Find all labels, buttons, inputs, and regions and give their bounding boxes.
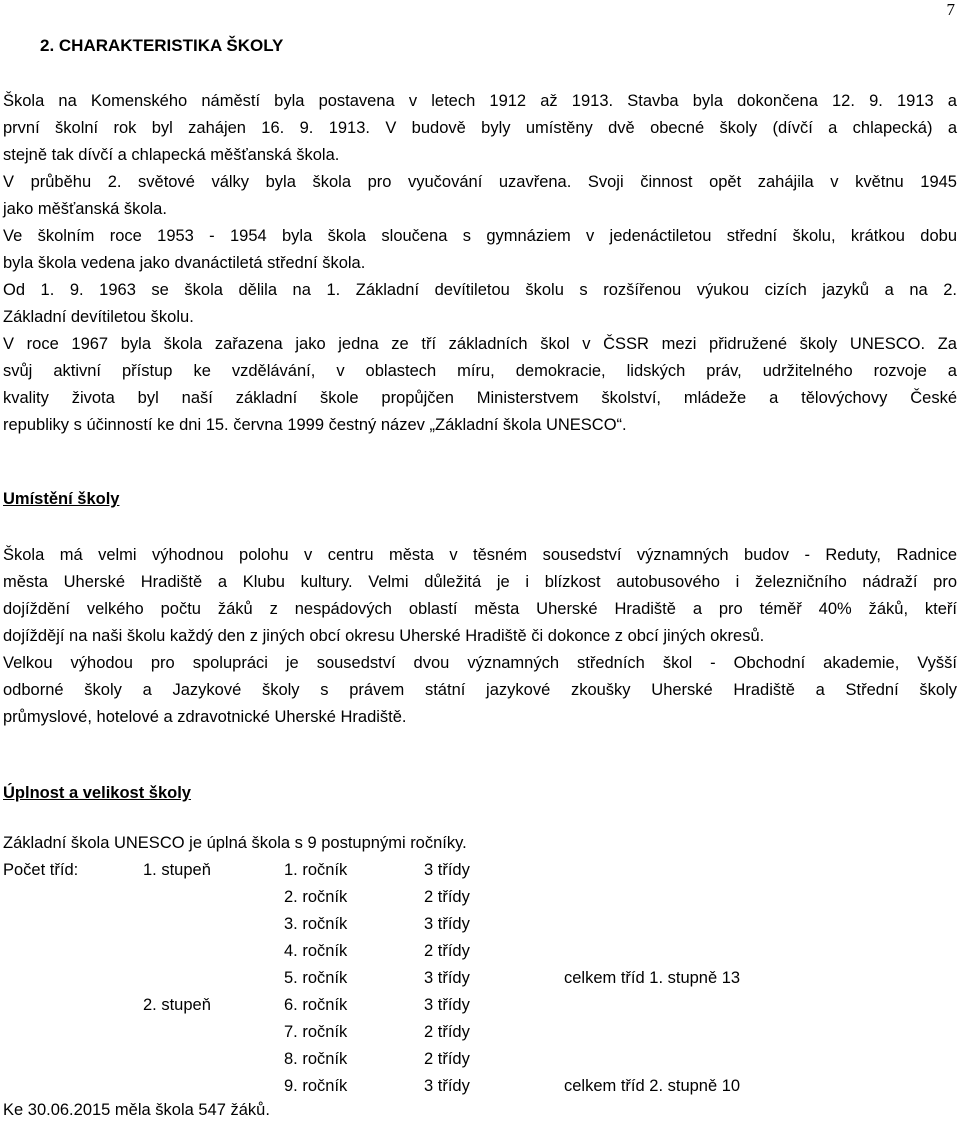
- student-count-note: Ke 30.06.2015 měla škola 547 žáků.: [3, 1101, 270, 1119]
- location-line: dojíždění velkého počtu žáků z nespádových oblastí města Uherské Hradiště a pro téměř 40% žáků, kteří: [3, 600, 957, 618]
- classes-cell: 2 třídy: [424, 942, 470, 960]
- classes-cell: 2 třídy: [424, 888, 470, 906]
- classes-cell: 3 třídy: [424, 1077, 470, 1095]
- total-cell: celkem tříd 2. stupně 10: [564, 1077, 741, 1095]
- location-line: dojíždějí na naši školu každý den z jiných obcí okresu Uherské Hradiště či dokonce z obcí jiných okresů.: [3, 627, 765, 645]
- history-paragraph: [3, 88, 957, 439]
- history-line: V roce 1967 byla škola zařazena jako jedna ze tří základních škol v ČSSR mezi přidružené školy UNESCO. Za: [3, 335, 957, 353]
- location-paragraph: [3, 542, 957, 731]
- grade-cell: 6. ročník: [284, 996, 348, 1014]
- stage-cell: 1. stupeň: [143, 861, 211, 879]
- grade-cell: 9. ročník: [284, 1077, 348, 1095]
- grade-cell: 3. ročník: [284, 915, 348, 933]
- location-heading: Umístění školy: [3, 490, 120, 508]
- history-line: jako měšťanská škola.: [3, 200, 167, 218]
- history-line: kvality života byl naší základní škole propůjčen Ministerstvem školství, mládeže a tělovýchovy České: [3, 389, 957, 407]
- grade-cell: 7. ročník: [284, 1023, 348, 1041]
- stage-cell: 2. stupeň: [143, 996, 211, 1014]
- history-line: republiky s účinností ke dni 15. června 1999 čestný název „Základní škola UNESCO“.: [3, 416, 627, 434]
- total-cell: celkem tříd 1. stupně 13: [564, 969, 741, 987]
- location-line: města Uherské Hradiště a Klubu kultury. Velmi důležitá je i blízkost autobusového i železničního nádraží pro: [3, 573, 957, 591]
- grade-cell: 8. ročník: [284, 1050, 348, 1068]
- grade-cell: 4. ročník: [284, 942, 348, 960]
- location-line: odborné školy a Jazykové školy s právem státní jazykové zkoušky Uherské Hradiště a Střední školy: [3, 681, 957, 699]
- chapter-title: 2. CHARAKTERISTIKA ŠKOLY: [40, 36, 284, 55]
- history-line: stejně tak dívčí a chlapecká měšťanská škola.: [3, 146, 340, 164]
- history-line: první školní rok byl zahájen 16. 9. 1913. V budově byly umístěny dvě obecné školy (dívčí a chlapecká) a: [3, 119, 957, 137]
- grade-cell: 2. ročník: [284, 888, 348, 906]
- location-line: Velkou výhodou pro spolupráci je sousedství dvou významných středních škol - Obchodní akademie, Vyšší: [3, 654, 957, 672]
- history-line: Škola na Komenského náměstí byla postavena v letech 1912 až 1913. Stavba byla dokončena 12. 9. 1913 a: [3, 92, 957, 110]
- classes-cell: 3 třídy: [424, 861, 470, 879]
- location-line: Škola má velmi výhodnou polohu v centru města v těsném sousedství významných budov - Reduty, Radnice: [3, 546, 957, 564]
- classes-cell: 2 třídy: [424, 1050, 470, 1068]
- history-line: V průběhu 2. světové války byla škola pro vyučování uzavřena. Svoji činnost opět zahájila v květnu 1945: [3, 173, 957, 191]
- location-line: průmyslové, hotelové a zdravotnické Uherské Hradiště.: [3, 708, 407, 726]
- history-line: Od 1. 9. 1963 se škola dělila na 1. Základní devítiletou školu s rozšířenou výukou cizích jazyků a na 2.: [3, 281, 957, 299]
- size-intro: Základní škola UNESCO je úplná škola s 9 postupnými ročníky.: [3, 834, 467, 852]
- grade-cell: 1. ročník: [284, 861, 348, 879]
- size-heading: Úplnost a velikost školy: [3, 784, 191, 802]
- page-number: 7: [946, 0, 955, 19]
- class-count-label: Počet tříd:: [3, 861, 79, 879]
- grade-cell: 5. ročník: [284, 969, 348, 987]
- classes-cell: 3 třídy: [424, 969, 470, 987]
- history-line: Základní devítiletou školu.: [3, 308, 194, 326]
- classes-cell: 3 třídy: [424, 996, 470, 1014]
- classes-cell: 2 třídy: [424, 1023, 470, 1041]
- history-line: Ve školním roce 1953 - 1954 byla škola sloučena s gymnáziem v jedenáctiletou střední školu, krátkou dobu: [3, 227, 957, 245]
- history-line: byla škola vedena jako dvanáctiletá střední škola.: [3, 254, 366, 272]
- history-line: svůj aktivní přístup ke vzdělávání, v oblastech míru, demokracie, lidských práv, udržitelného rozvoje a: [3, 362, 957, 380]
- classes-cell: 3 třídy: [424, 915, 470, 933]
